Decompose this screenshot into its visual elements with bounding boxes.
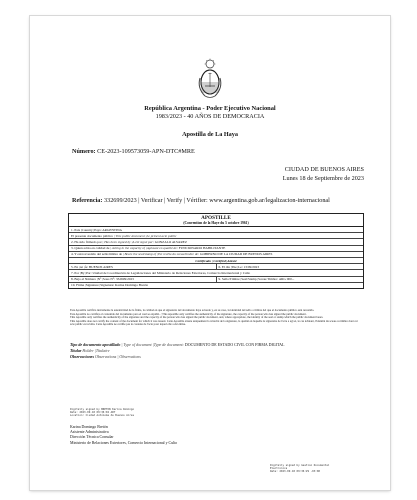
row-label: 6. El día |The |Le: <box>218 264 243 269</box>
apostille-table <box>68 213 364 289</box>
digital-signature-stamp-left <box>70 408 134 417</box>
signer-ministry: Ministerio de Relaciones Exteriores, Comercio Internacional y Culto <box>70 440 178 445</box>
signer-block <box>70 425 177 446</box>
observations-line <box>70 354 284 360</box>
signer-role: Asistente Administrativa <box>70 430 109 435</box>
stamp-line: Electronica <box>270 467 288 470</box>
apostille-cell-el-dia <box>217 264 364 269</box>
digital-signature-stamp-right <box>270 464 329 473</box>
header-title: República Argentina - Poder Ejecutivo Nacional <box>144 105 276 112</box>
apostille-row-firma <box>69 283 363 288</box>
row-label: 5. En |At |À: <box>71 264 88 269</box>
row-value: Unidad de Coordinación de Legalizaciones del Ministerio de Relaciones Exteriores, Comercio Internacional y Culto <box>92 270 251 275</box>
apostille-subtitle: (Convention de la Haye du 5 octobre 1961) <box>183 221 249 225</box>
observations-label: Observaciones <box>70 354 94 359</box>
document-date: Lunes 18 de Septiembre de 2023 <box>282 175 364 182</box>
row-label: 7. Por |By |Par: <box>71 270 92 275</box>
row-label: 8. Bajo el Número |N° |Sous N°: <box>71 277 116 282</box>
row-value: ARG 000... <box>278 277 295 282</box>
row-label: 4. Y está revestido del sello/timbre de | <box>71 252 124 257</box>
holder-translation: Holder |Titulaire <box>82 348 110 353</box>
row-value: ARGENTINA <box>102 227 123 232</box>
row-label: 2. Ha sido firmado por | <box>71 239 104 244</box>
stamp-line: Location: Ciudad Autónoma de Buenos Aires <box>70 414 135 417</box>
reference-label: Referencia: <box>72 197 103 204</box>
apostille-cell-en <box>69 264 217 269</box>
observations-translation: Observations | Observations <box>95 354 141 359</box>
row-label-translation: Has been signed by |A été signé par: <box>104 239 154 244</box>
row-value: GONZALO ALVAREZ <box>154 239 187 244</box>
document-type-label: Tipo de documento apostillado <box>70 342 121 347</box>
document-number <box>72 148 195 155</box>
note-paragraph: This Apostille does not certify the content of the document for which it was issued. Cette Apostille atteste uniquement la véracité de la signature, la qualité en laquelle le signataire de l'acte a agi et, le cas échéant, l'identité du sceau ou timbre dont cet acte public est revêtu. Cette Apostille ne certifie pas le contenu de l'acte pour lequel elle a été émise. <box>70 318 358 326</box>
document-type-value: DOCUMENTO DE ESTADO CIVIL CON FIRMA DIGITAL <box>184 342 285 347</box>
stamp-line: Digitally signed by Gestion Documental <box>270 464 330 467</box>
row-value: 332699/2023 <box>115 277 134 282</box>
document-type-translation: | Type of document |Type de document: <box>121 342 184 347</box>
document-page <box>44 16 376 490</box>
reference-value: 332699/2023 | Verificar | Verify | Vérifier: www.argentina.gob.ar/legalizacion-internacional <box>104 197 330 204</box>
argentina-coat-of-arms-icon <box>195 58 225 102</box>
holder-label: Titular <box>70 348 82 353</box>
row-label: 3. Quien actúa en calidad de | <box>71 246 111 251</box>
row-label: 10. Firma |Signature |Signature: <box>71 283 115 288</box>
apostille-notes <box>70 309 362 327</box>
row-label-translation: Acting in the capacity of |Agissant en qualité de: <box>111 246 178 251</box>
note-paragraph: Esta Apostilla certifica únicamente la autenticidad de la firma, la calidad en que el signatario del documento haya actuado y, en su caso, la identidad del sello o timbre del que el documento público esté revestido. <box>70 308 315 312</box>
row-label: 1. País |Country |Pays: <box>71 227 102 232</box>
row-label: Certificado | <box>195 258 213 263</box>
row-value: FUNCIONARIO HABILITANTE <box>178 246 226 251</box>
row-label: El presente documento público | <box>71 233 115 238</box>
document-city: CIUDAD DE BUENOS AIRES <box>284 166 364 173</box>
apostille-cell-sello-timbre <box>217 277 364 282</box>
stamp-line: Date: 2023.09.18 09:36:29 -03:00 <box>270 470 320 473</box>
row-label-translation: This public document |Le présent acte public <box>115 233 177 238</box>
row-value: BUENOS AIRES <box>88 264 113 269</box>
document-page-frame <box>30 16 390 490</box>
apostille-title: APOSTILLE <box>201 215 231 221</box>
row-label-translation: Bears the seal/stamp of |Est revêtu du sceau/timbre de: <box>124 252 200 257</box>
document-number-label: Número: <box>72 148 96 155</box>
row-value: Karina Domingo Bretón <box>115 283 148 288</box>
row-label-translation: Certified |Attesté <box>213 258 237 263</box>
signer-department: Dirección Técnica Consular <box>70 435 114 440</box>
document-title: Apostilla de La Haya <box>182 131 238 138</box>
note-paragraph: Esta Apostilla no certifica el contenido del documento para el cual se expidió. / This Apostille only certifies the authenticity of the signature, the capacity of the person who has signed the public document. <box>70 311 307 316</box>
row-label: 9. Sello/Timbre |Seal/Stamp |Sceau/Timbre: <box>218 277 279 282</box>
document-type-block <box>70 342 284 360</box>
apostille-header <box>69 214 363 227</box>
row-value: GOBIERNO DE LA CIUDAD DE BUENOS AIRES <box>200 252 273 257</box>
row-value: 13/09/2023 <box>243 264 260 269</box>
document-reference <box>72 197 372 204</box>
stamp-line: Digitally signed by BRETON Karina Domingo <box>70 408 135 411</box>
stamp-line: Date: 2023.09.18 09:36:02 ART <box>70 411 116 414</box>
signer-name: Karina Domingo Bretón <box>70 425 108 429</box>
apostille-cell-bajo <box>69 277 217 282</box>
note-paragraph: This Apostille only certifies the authenticity of the signature and the capacity of the person who has signed the public document, and, where appropriate, the identity of the seal or stamp which the public document bears. <box>70 315 324 319</box>
document-number-value: CE-2023-109573059-APN-DTC#MRE <box>97 148 195 155</box>
header-subtitle: 1983/2023 - 40 AÑOS DE DEMOCRACIA <box>155 113 265 120</box>
